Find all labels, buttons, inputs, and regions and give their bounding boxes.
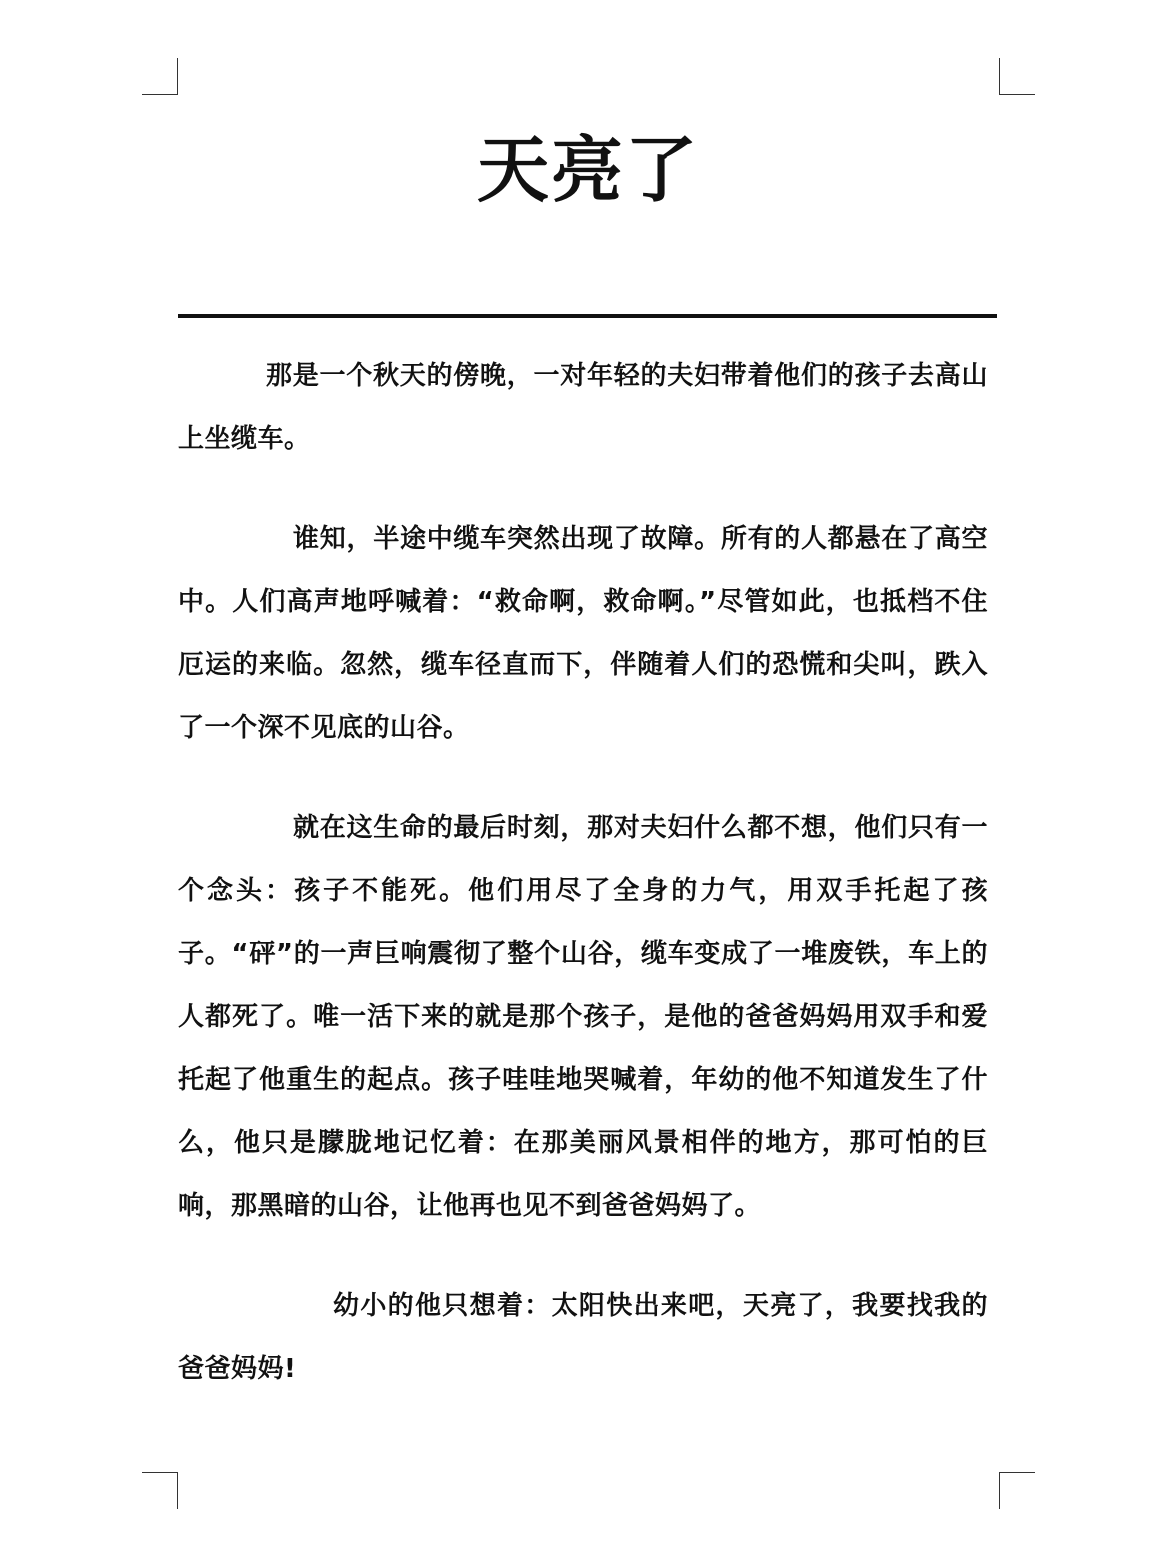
crop-mark-bottom-left <box>142 1472 178 1509</box>
crop-mark-top-right <box>999 58 1035 95</box>
title-divider <box>178 314 997 318</box>
page-title: 天亮了 <box>476 128 699 212</box>
article-body <box>178 345 988 1401</box>
crop-mark-top-left <box>142 58 178 95</box>
paragraph-2: 谁知，半途中缆车突然出现了故障。所有的人都悬在了高空中。人们高声地呼喊着：“救命啊，救命啊。”尽管如此，也抵档不住厄运的来临。忽然，缆车径直而下，伴随着人们的恐慌和尖叫，跌入了一个深不见底的山谷。 <box>178 524 988 743</box>
crop-mark-bottom-right <box>999 1472 1035 1509</box>
paragraph-3: 就在这生命的最后时刻，那对夫妇什么都不想，他们只有一个念头：孩子不能死。他们用尽了全身的力气，用双手托起了孩子。“砰”的一声巨响震彻了整个山谷，缆车变成了一堆废铁，车上的人都死了。唯一活下来的就是那个孩子，是他的爸爸妈妈用双手和爱托起了他重生的起点。孩子哇哇地哭喊着，年幼的他不知道发生了什么，他只是朦胧地记忆着：在那美丽风景相伴的地方，那可怕的巨响，那黑暗的山谷，让他再也见不到爸爸妈妈了。 <box>178 813 988 1221</box>
paragraph-4: 幼小的他只想着：太阳快出来吧，天亮了，我要找我的爸爸妈妈! <box>178 1291 988 1384</box>
paragraph-1: 那是一个秋天的傍晚，一对年轻的夫妇带着他们的孩子去高山上坐缆车。 <box>178 361 988 454</box>
